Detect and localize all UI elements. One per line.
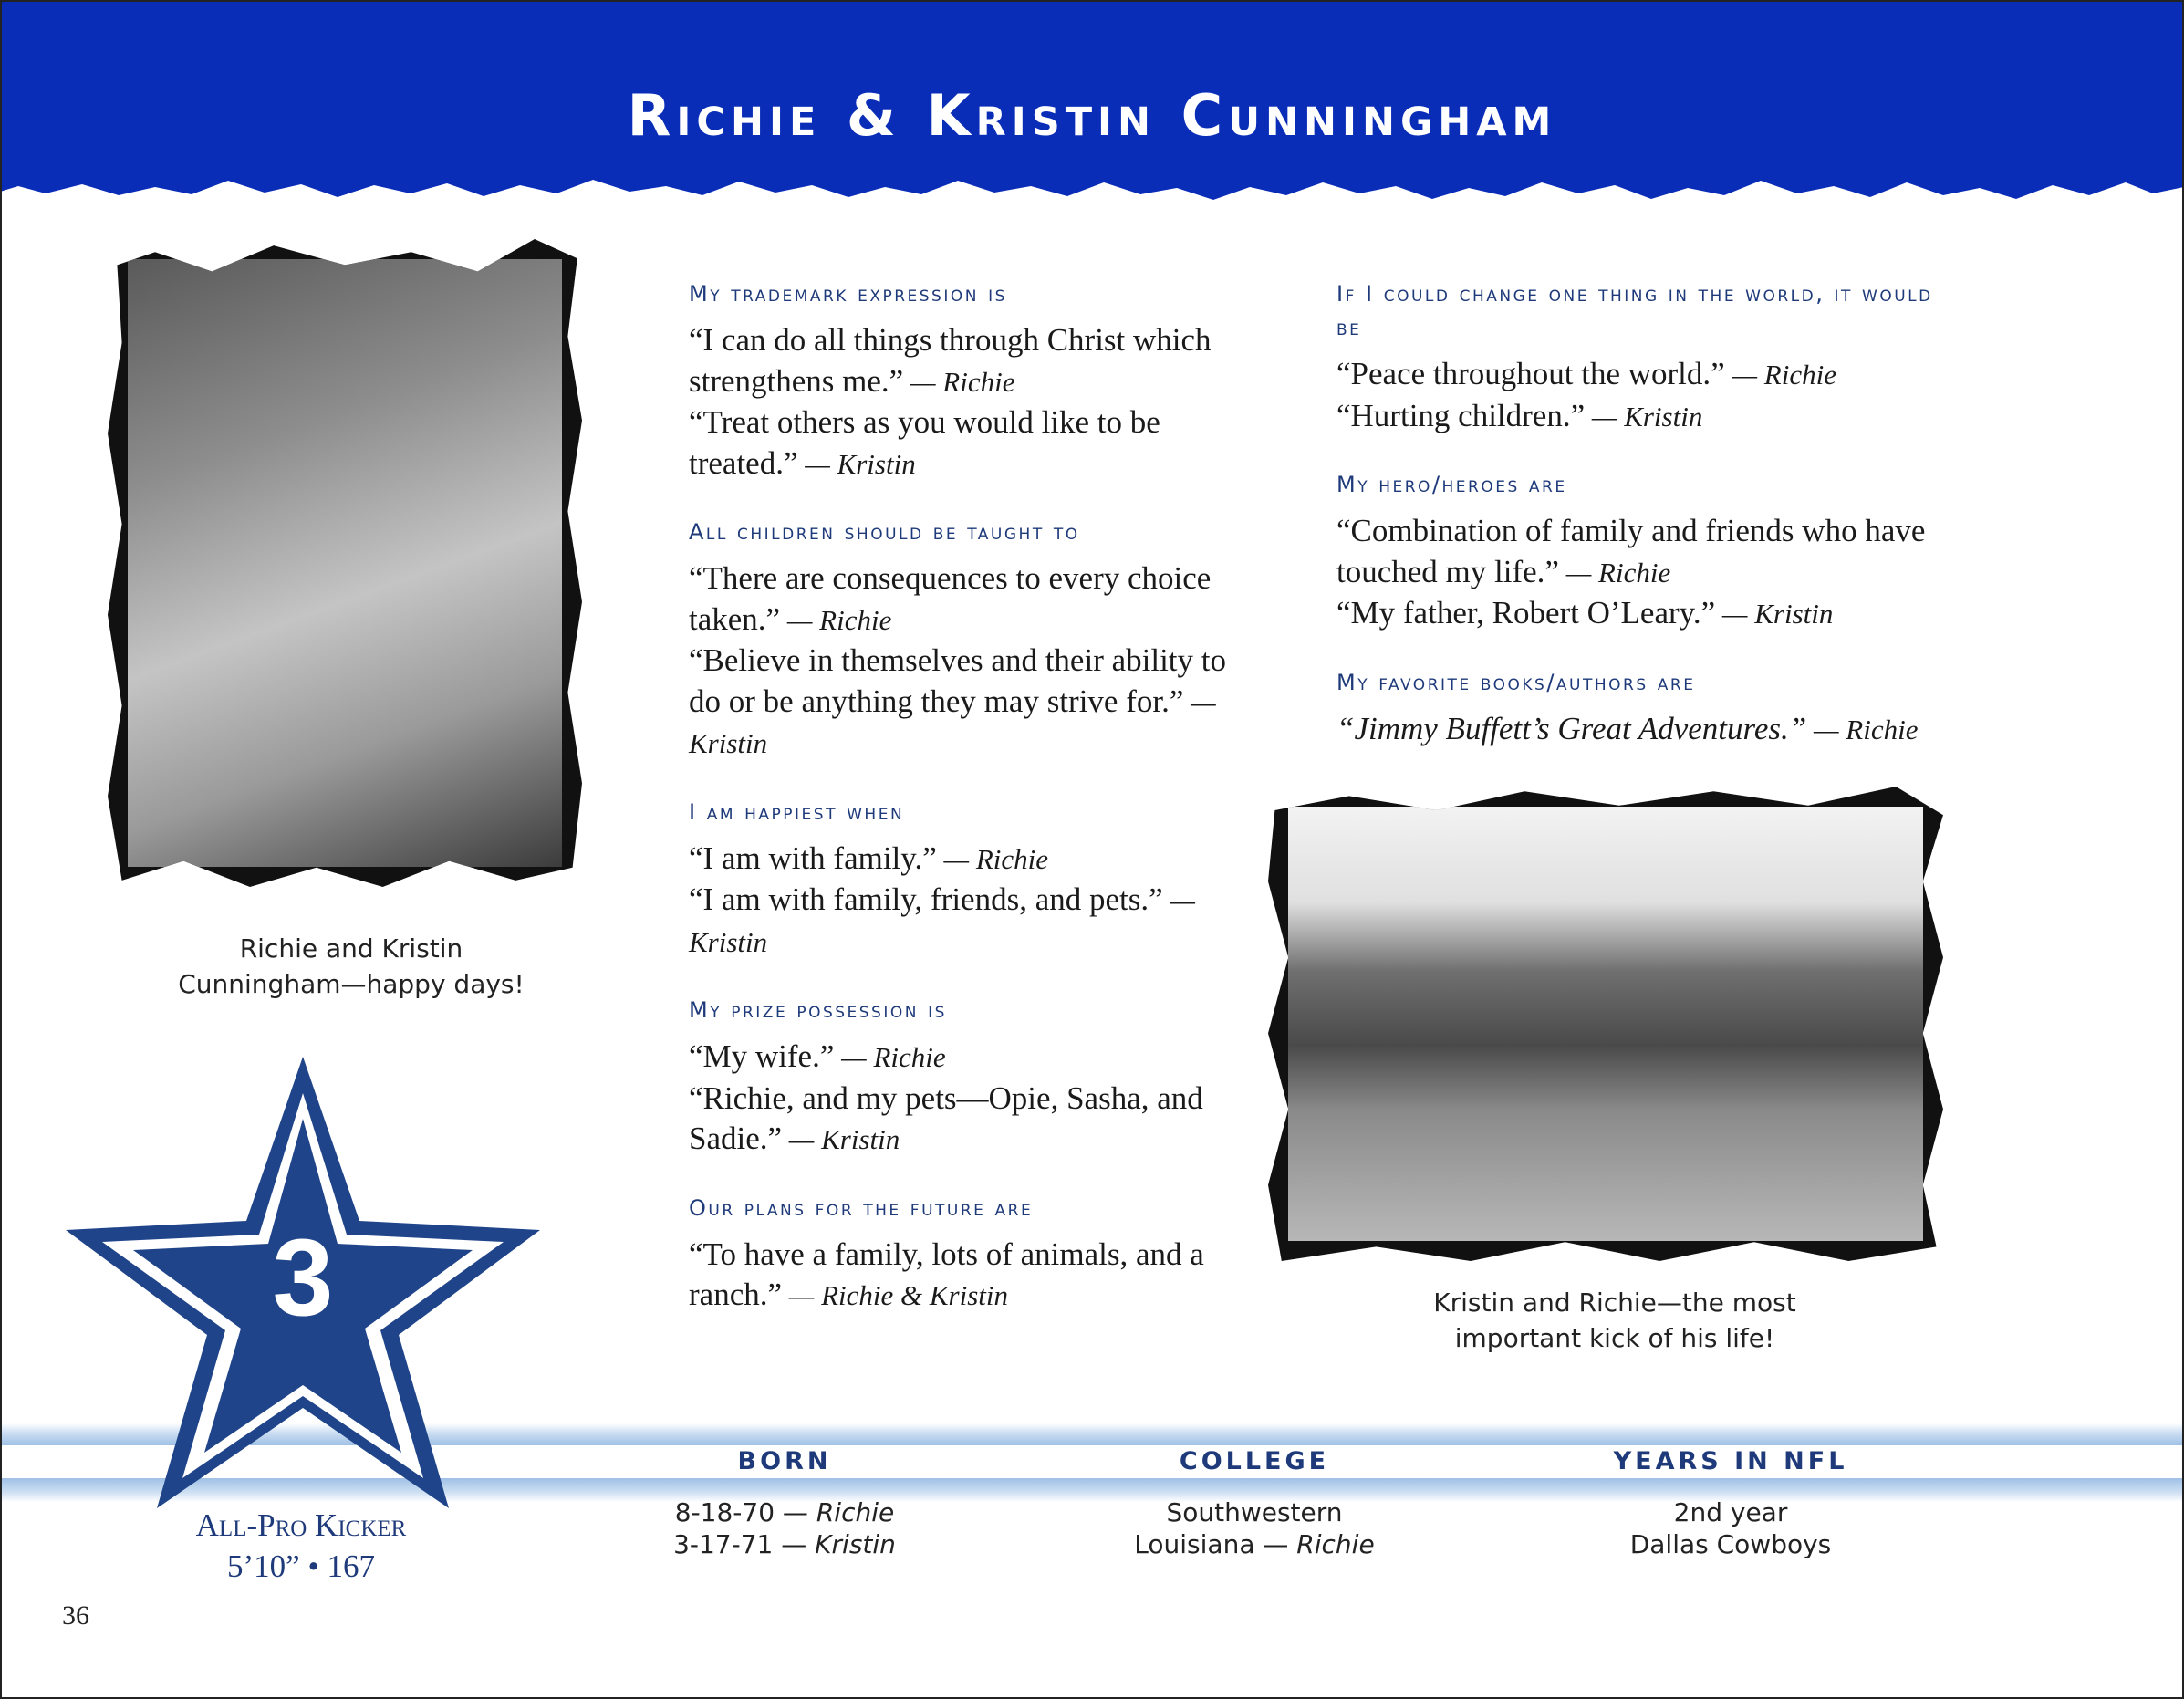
stat-label: COLLEGE [1179,1447,1330,1475]
answer-text: “I am with family, friends, and pets.” — Kristin [689,881,1195,958]
stat-label: BORN [737,1447,832,1475]
stat-years-in-nfl [1539,1444,1922,1560]
answer-text: “To have a family, lots of animals, and a ranch.” — Richie & Kristin [689,1235,1204,1312]
answer-text: “There are consequences to every choice taken.” — Richie [689,560,1212,637]
answer-text: “Hurting children.” — Kristin [1336,397,1703,433]
qa-column-right [1336,277,1957,781]
jersey-number: 3 [272,1216,334,1339]
answer-text: “My father, Robert O’Leary.” — Kristin [1336,595,1834,631]
page-header [0,0,2184,228]
qa-block [1336,666,1957,751]
answer-text: “Treat others as you would like to be treated.” — Kristin [689,404,1160,481]
answer-text: “Believe in themselves and their ability to do or be anything they may strive for.” — Kristin [689,642,1227,759]
answer-text: “Jimmy Buffett’s Great Adventures.” — Richie [1336,710,1919,746]
photo-caption-2: Kristin and Richie—the most important kick of his life! [1433,1287,1796,1353]
answer-text: “Combination of family and friends who have touched my life.” — Richie [1336,513,1926,589]
stat-value: 2nd year Dallas Cowboys [1629,1497,1832,1559]
photo-couple-portrait [108,239,582,887]
answer-text: “Richie, and my pets—Opie, Sasha, and Sadie.” — Kristin [689,1079,1203,1156]
answer-text: “Peace throughout the world.” — Richie [1336,356,1836,391]
qa-block [689,796,1254,964]
stat-value: Southwestern Louisiana — Richie [1134,1497,1375,1559]
question-label: If I could change one thing in the world, it would be [1336,281,1933,340]
stat-label: YEARS IN NFL [1613,1447,1848,1475]
question-label: Our plans for the future are [689,1194,1034,1221]
question-label: All children should be taught to [689,519,1080,545]
answer-text: “I am with family.” — Richie [689,839,1049,876]
page-number: 36 [62,1600,89,1631]
question-label: My favorite books/authors are [1336,669,1696,695]
answer-text: “My wife.” — Richie [689,1038,946,1074]
question-label: My hero/heroes are [1336,472,1567,497]
page-title: Richie & Kristin Cunningham [627,82,1557,149]
qa-block [1336,277,1957,437]
stat-born [593,1444,976,1560]
answer-text: “I can do all things through Christ which strengthens me.” — Richie [689,322,1212,399]
qa-block [689,516,1254,765]
photo-wedding [1268,787,1943,1261]
stat-value: 8-18-70 — Richie 3-17-71 — Kristin [673,1497,896,1559]
qa-block [1336,468,1957,635]
player-position: All-Pro Kicker [195,1507,407,1543]
question-label: My prize possession is [689,997,947,1023]
photo-caption-1: Richie and Kristin Cunningham—happy days! [178,933,525,999]
qa-block [689,994,1254,1161]
question-label: I am happiest when [689,798,905,825]
question-label: My trademark expression is [689,281,1007,307]
qa-block [689,277,1254,485]
stat-college [1063,1444,1446,1560]
qa-block [689,1192,1254,1317]
qa-column-left [689,277,1254,1348]
player-measurements: 5’10” • 167 [227,1548,375,1584]
